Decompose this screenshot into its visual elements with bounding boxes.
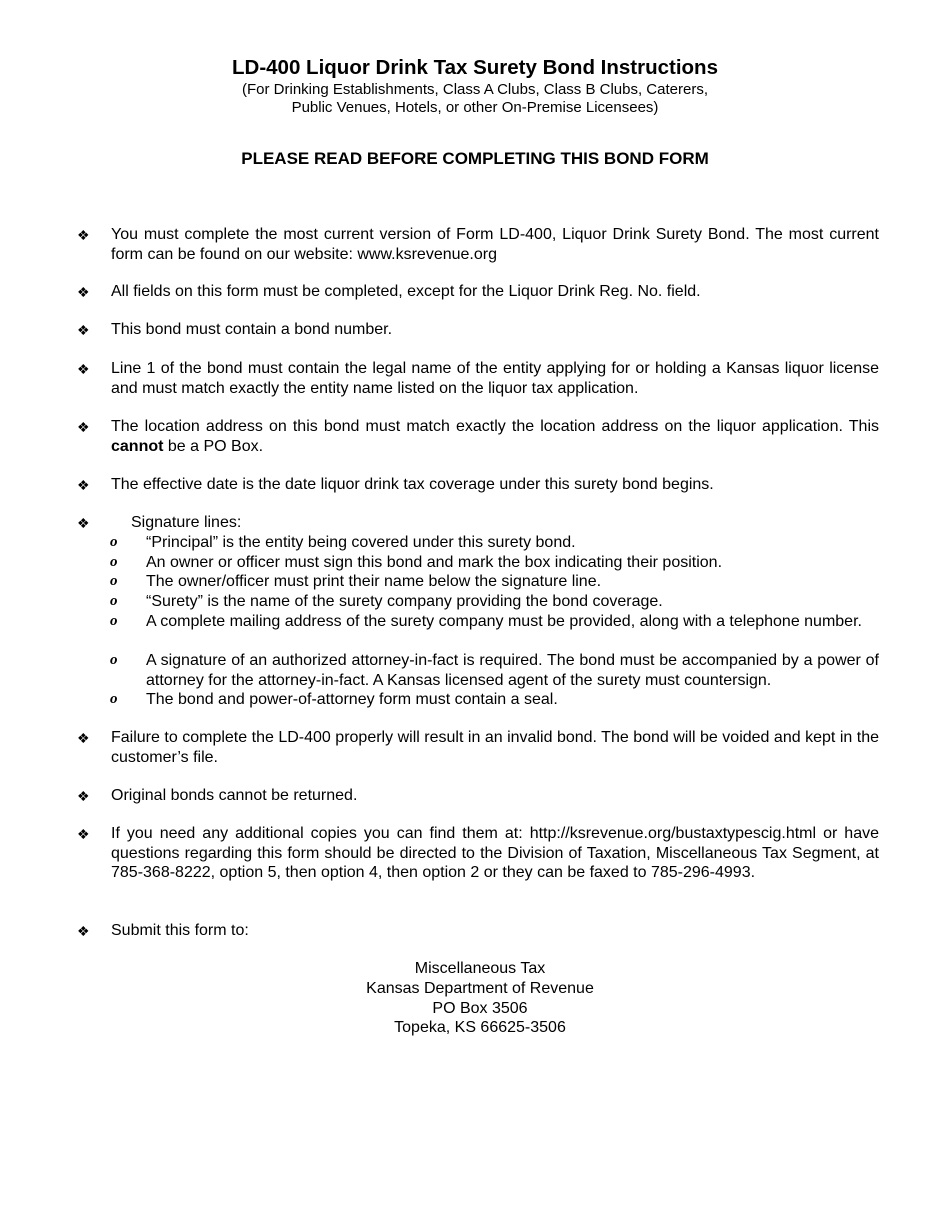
list-item-text: You must complete the most current version of Form LD-400, Liquor Drink Surety Bond. The most current form can be found on our website: www.ksrevenue.org (111, 226, 879, 263)
address-line-1: Miscellaneous Tax (414, 960, 546, 977)
subtitle-line-1: (For Drinking Establishments, Class A Clubs, Class B Clubs, Caterers, (242, 81, 708, 98)
address-line-3: PO Box 3506 (432, 999, 528, 1017)
diamond-bullet-icon: ❖ (77, 361, 90, 377)
list-item-text: Line 1 of the bond must contain the legal name of the entity applying for or holding a Kansas liquor license and must match exactly the entity name listed on the liquor tax application. (111, 360, 879, 397)
circle-bullet-icon: o (110, 573, 118, 589)
sub-list-item-text: A complete mailing address of the surety company must be provided, along with a telephone number. (146, 613, 862, 630)
sub-list-item-text: “Surety” is the name of the surety company providing the bond coverage. (146, 593, 663, 610)
document-header (0, 55, 950, 117)
sub-list-item-text: The bond and power-of-attorney form must contain a seal. (146, 691, 558, 708)
diamond-bullet-icon: ❖ (77, 284, 90, 300)
circle-bullet-icon: o (110, 652, 118, 668)
subtitle-line-2: Public Venues, Hotels, or other On-Premise Licensees) (291, 99, 659, 116)
list-item-text: Failure to complete the LD-400 properly will result in an invalid bond. The bond will be voided and kept in the customer’s file. (111, 729, 879, 766)
circle-bullet-icon: o (110, 534, 118, 550)
sub-list-item-text: A signature of an authorized attorney-in-fact is required. The bond must be accompanied by a power of attorney for the attorney-in-fact. A Kansas licensed agent of the surety must countersign. (146, 652, 879, 689)
circle-bullet-icon: o (110, 691, 118, 707)
list-item-text: The effective date is the date liquor drink tax coverage under this surety bond begins. (111, 476, 714, 493)
diamond-bullet-icon: ❖ (77, 227, 90, 243)
diamond-bullet-icon: ❖ (77, 419, 90, 435)
diamond-bullet-icon: ❖ (77, 788, 90, 804)
address-line-4: Topeka, KS 66625-3506 (394, 1019, 566, 1037)
location-text-b: be a PO Box. (163, 437, 264, 455)
sub-list-item-text: “Principal” is the entity being covered under this surety bond. (146, 534, 576, 551)
list-item-text: Submit this form to: (111, 922, 249, 939)
diamond-bullet-icon: ❖ (77, 730, 90, 746)
page-title: LD-400 Liquor Drink Tax Surety Bond Instructions (232, 56, 718, 79)
diamond-bullet-icon: ❖ (77, 515, 90, 531)
sub-list-item-text: The owner/officer must print their name below the signature line. (146, 573, 602, 590)
sub-list-item-text: An owner or officer must sign this bond and mark the box indicating their position. (146, 554, 723, 571)
diamond-bullet-icon: ❖ (77, 477, 90, 493)
list-item-text (111, 417, 879, 456)
circle-bullet-icon: o (110, 613, 118, 629)
address-line-2: Kansas Department of Revenue (366, 979, 594, 997)
list-item-text: This bond must contain a bond number. (111, 321, 393, 338)
diamond-bullet-icon: ❖ (77, 322, 90, 338)
circle-bullet-icon: o (110, 554, 118, 570)
diamond-bullet-icon: ❖ (77, 923, 90, 939)
list-item-text: Original bonds cannot be returned. (111, 787, 358, 804)
location-text-bold: cannot (111, 437, 164, 455)
list-item-text: Signature lines: (131, 514, 242, 531)
list-item-text: All fields on this form must be completed, except for the Liquor Drink Reg. No. field. (111, 283, 701, 300)
section-heading: PLEASE READ BEFORE COMPLETING THIS BOND FORM (241, 149, 709, 168)
circle-bullet-icon: o (110, 593, 118, 609)
list-item-text: If you need any additional copies you can find them at: http://ksrevenue.org/bustaxtypescig.html or have questions regarding this form should be directed to the Division of Taxation, Miscellaneous Tax Segment, at 785-368-8222, option 5, then option 4, then option 2 or they can be faxed to 785-296-4993. (111, 825, 879, 882)
diamond-bullet-icon: ❖ (77, 826, 90, 842)
location-text-a: The location address on this bond must match exactly the location address on the liquor application. This (111, 418, 879, 435)
mailing-address (0, 959, 950, 1038)
